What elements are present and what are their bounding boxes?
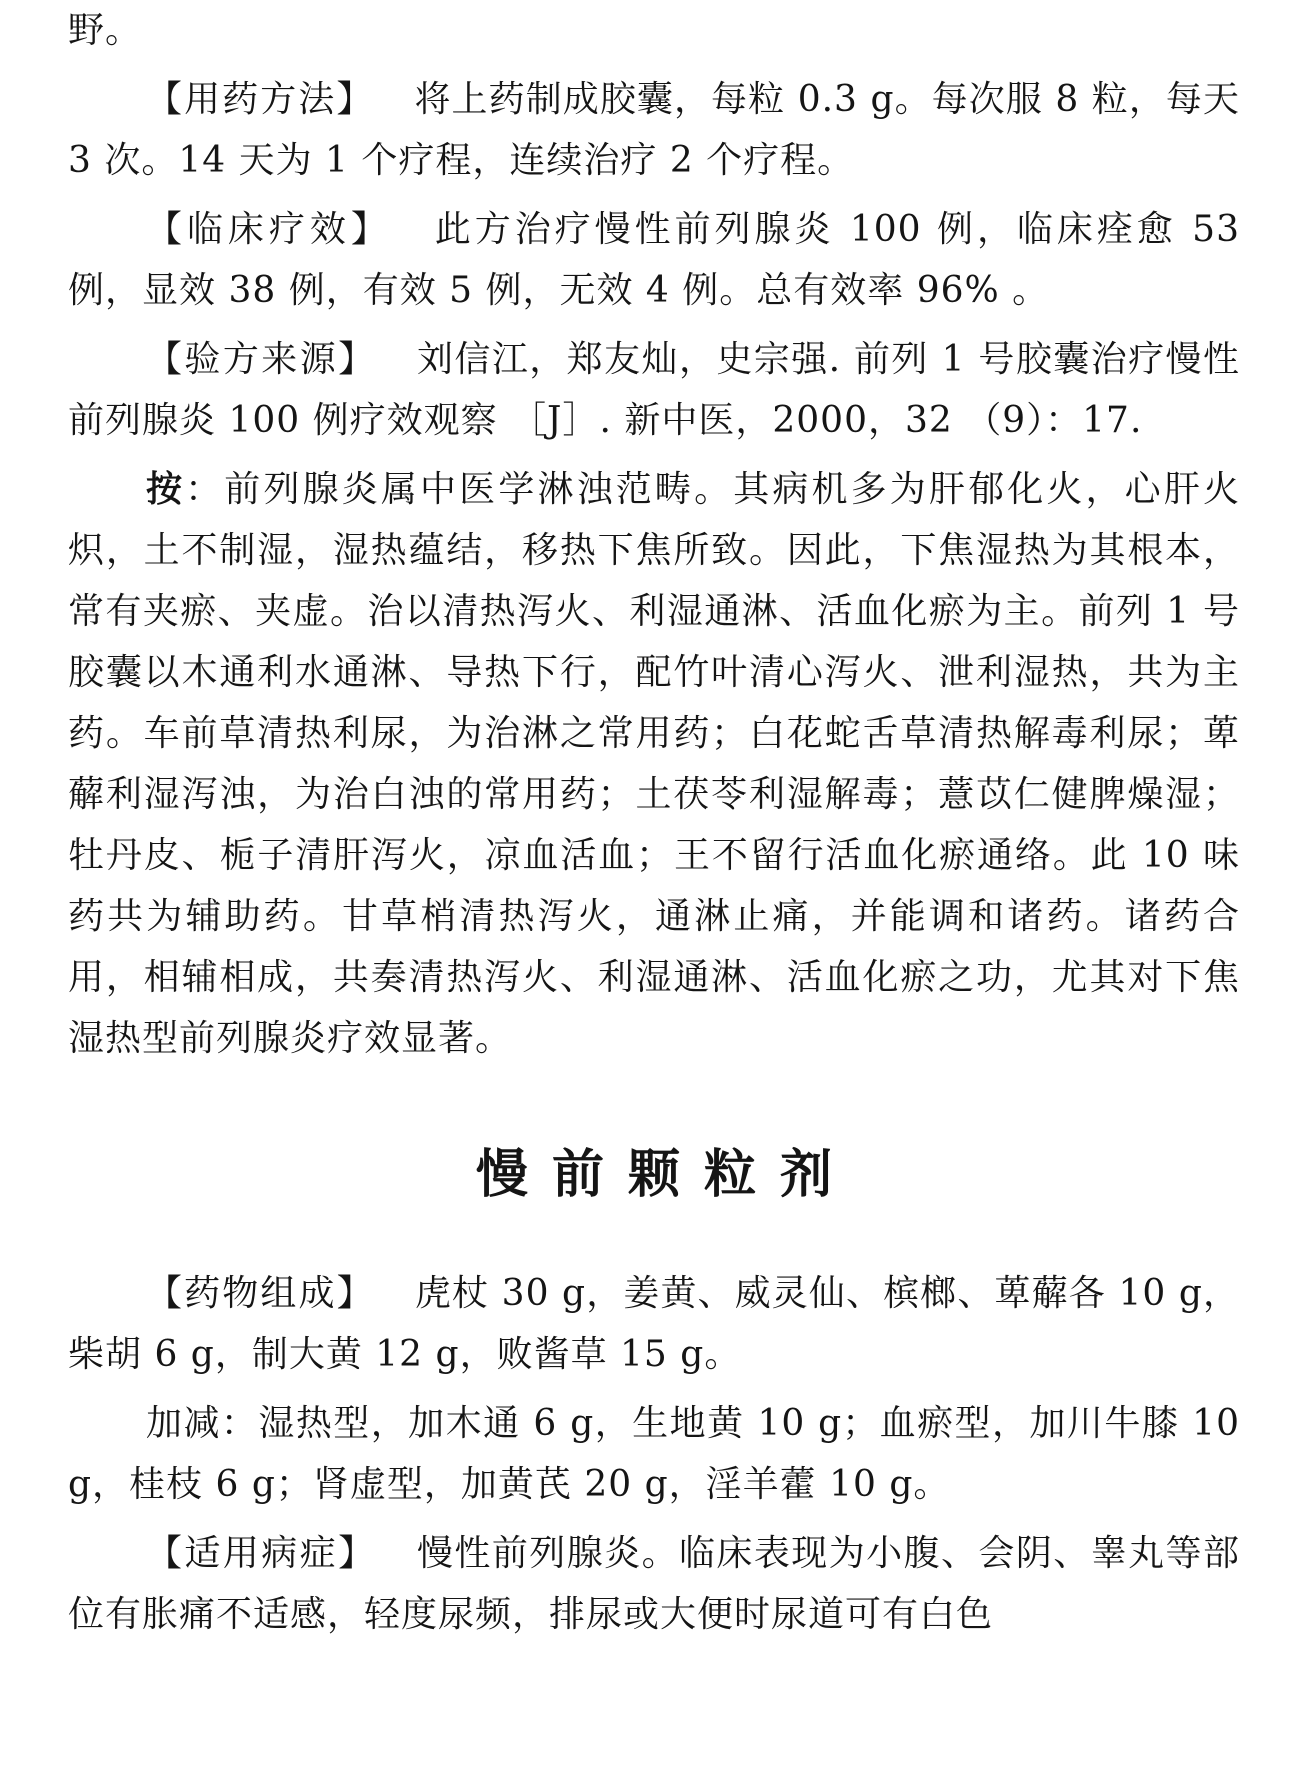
efficacy-heading: 【临床疗效】: [146, 209, 392, 250]
composition-heading: 【药物组成】: [146, 1273, 375, 1314]
usage-heading: 【用药方法】: [146, 79, 375, 120]
continuation-text: 野。: [68, 10, 143, 51]
source-heading: 【验方来源】: [146, 339, 377, 380]
modification-paragraph: 加减：湿热型，加木通 6 g，生地黄 10 g；血瘀型，加川牛膝 10 g，桂枝 6 g；肾虚型，加黄芪 20 g，淫羊藿 10 g。: [68, 1403, 1240, 1505]
usage-paragraph: [68, 69, 1240, 191]
composition-text: 虎杖 30 g，姜黄、威灵仙、槟榔、萆薢各 10 g，柴胡 6 g，制大黄 12 g，败酱草 15 g。: [68, 1273, 1240, 1375]
note-paragraph: [68, 459, 1240, 1069]
note-text: ：前列腺炎属中医学淋浊范畴。其病机多为肝郁化火，心肝火炽，土不制湿，湿热蕴结，移热下焦所致。因此，下焦湿热为其根本，常有夹瘀、夹虚。治以清热泻火、利湿通淋、活血化瘀为主。前列 1 号胶囊以木通利水通淋、导热下行，配竹叶清心泻火、泄利湿热，共为主药。车前草清热利尿，为治淋之常用药；白花蛇舌草清热解毒利尿；萆薢利湿泻浊，为治白浊的常用药；土茯苓利湿解毒；薏苡仁健脾燥湿；牡丹皮、栀子清肝泻火，凉血活血；王不留行活血化瘀通络。此 10 味药共为辅助药。甘草梢清热泻火，通淋止痛，并能调和诸药。诸药合用，相辅相成，共奏清热泻火、利湿通淋、活血化瘀之功，尤其对下焦湿热型前列腺炎疗效显著。: [68, 469, 1240, 1059]
note-label: 按: [146, 468, 186, 510]
indication-heading: 【适用病症】: [146, 1533, 377, 1574]
document-page: [68, 0, 1240, 1645]
usage-text: 将上药制成胶囊，每粒 0.3 g。每次服 8 粒，每天 3 次。14 天为 1 个疗程，连续治疗 2 个疗程。: [68, 79, 1240, 181]
indication-paragraph: [68, 1523, 1240, 1645]
source-text: 刘信江，郑友灿，史宗强. 前列 1 号胶囊治疗慢性前列腺炎 100 例疗效观察 ［J］. 新中医，2000，32 （9）：17.: [68, 339, 1240, 441]
efficacy-text: 此方治疗慢性前列腺炎 100 例，临床痊愈 53 例，显效 38 例，有效 5 例，无效 4 例。总有效率 96% 。: [68, 209, 1240, 311]
composition-paragraph: [68, 1263, 1240, 1385]
section-title: 慢前颗粒剂: [475, 1144, 856, 1205]
efficacy-paragraph: [68, 199, 1240, 321]
indication-text: 慢性前列腺炎。临床表现为小腹、会阴、睾丸等部位有胀痛不适感，轻度尿频，排尿或大便时尿道可有白色: [68, 1533, 1240, 1635]
source-paragraph: [68, 329, 1240, 451]
